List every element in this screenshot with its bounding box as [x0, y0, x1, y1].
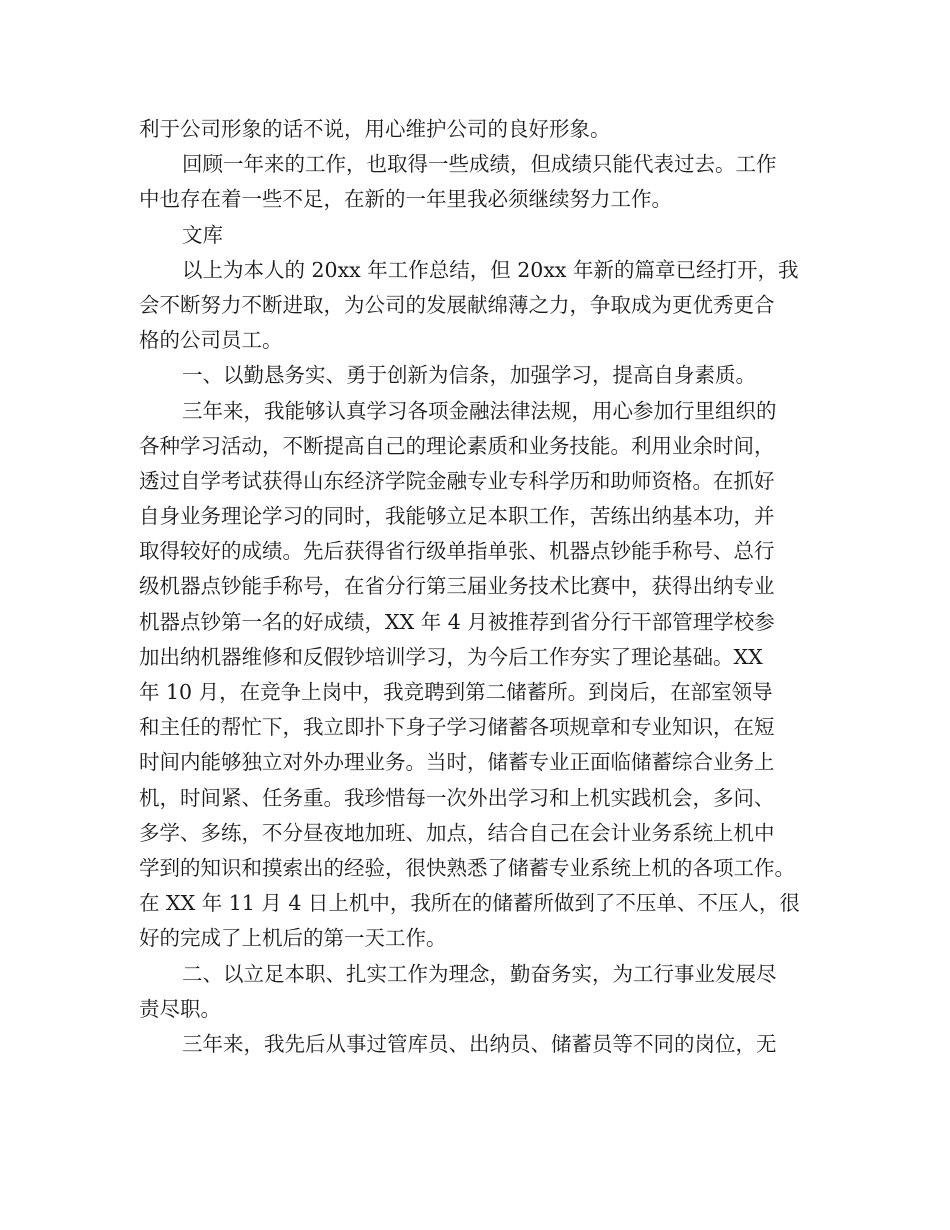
- text-line: 以上为本人的 20xx 年工作总结，但 20xx 年新的篇章已经打开，我: [182, 257, 799, 282]
- section-heading: 一、以勤恳务实、勇于创新为信条，加强学习，提高自身素质。: [182, 363, 756, 388]
- text-line: 回顾一年来的工作，也取得一些成绩，但成绩只能代表过去。工作: [182, 152, 777, 177]
- text-line: 在 XX 年 11 月 4 日上机中，我所在的储蓄所做到了不压单、不压人，很: [139, 891, 800, 916]
- text-line: 机，时间紧、任务重。我珍惜每一次外出学习和上机实践机会，多问、: [139, 785, 775, 810]
- text-line: 中也存在着一些不足，在新的一年里我必须继续努力工作。: [139, 187, 672, 212]
- document-body: [139, 112, 829, 1062]
- text-line: 多学、多练，不分昼夜地加班、加点，结合自己在会计业务系统上机中: [139, 820, 775, 845]
- text-line: 时间内能够独立对外办理业务。当时，储蓄专业正面临储蓄综合业务上: [139, 750, 775, 775]
- text-line: 文库: [182, 222, 223, 247]
- text-line: 机器点钞第一名的好成绩，XX 年 4 月被推荐到省分行干部管理学校参: [139, 609, 775, 634]
- text-line: 取得较好的成绩。先后获得省行级单指单张、机器点钞能手称号、总行: [139, 539, 775, 564]
- text-line: 格的公司员工。: [139, 328, 283, 353]
- text-line: 各种学习活动，不断提高自己的理论素质和业务技能。利用业余时间，: [139, 433, 775, 458]
- section-heading-continued: 责尽职。: [139, 996, 221, 1021]
- text-line: 年 10 月，在竞争上岗中，我竞聘到第二储蓄所。到岗后，在部室领导: [139, 680, 773, 704]
- text-line: 学到的知识和摸索出的经验，很快熟悉了储蓄专业系统上机的各项工作。: [139, 855, 795, 880]
- text-line: 和主任的帮忙下，我立即扑下身子学习储蓄各项规章和专业知识，在短: [139, 715, 775, 740]
- text-line: 自身业务理论学习的同时，我能够立足本职工作，苦练出纳基本功，并: [139, 504, 775, 529]
- text-line: 利于公司形象的话不说，用心维护公司的良好形象。: [139, 117, 611, 141]
- text-line: 加出纳机器维修和反假钞培训学习，为今后工作夯实了理论基础。XX: [139, 644, 763, 669]
- text-line: 透过自学考试获得山东经济学院金融专业专科学历和助师资格。在抓好: [139, 468, 775, 493]
- text-line: 三年来，我能够认真学习各项金融法律法规，用心参加行里组织的: [182, 398, 777, 423]
- text-line: 会不断努力不断进取，为公司的发展献绵薄之力，争取成为更优秀更合: [139, 292, 775, 317]
- text-line: 好的完成了上机后的第一天工作。: [139, 926, 447, 951]
- section-heading: 二、以立足本职、扎实工作为理念，勤奋务实，为工行事业发展尽: [182, 961, 777, 986]
- text-line: 级机器点钞能手称号，在省分行第三届业务技术比赛中，获得出纳专业: [139, 574, 775, 599]
- text-line: 三年来，我先后从事过管库员、出纳员、储蓄员等不同的岗位，无: [182, 1031, 777, 1056]
